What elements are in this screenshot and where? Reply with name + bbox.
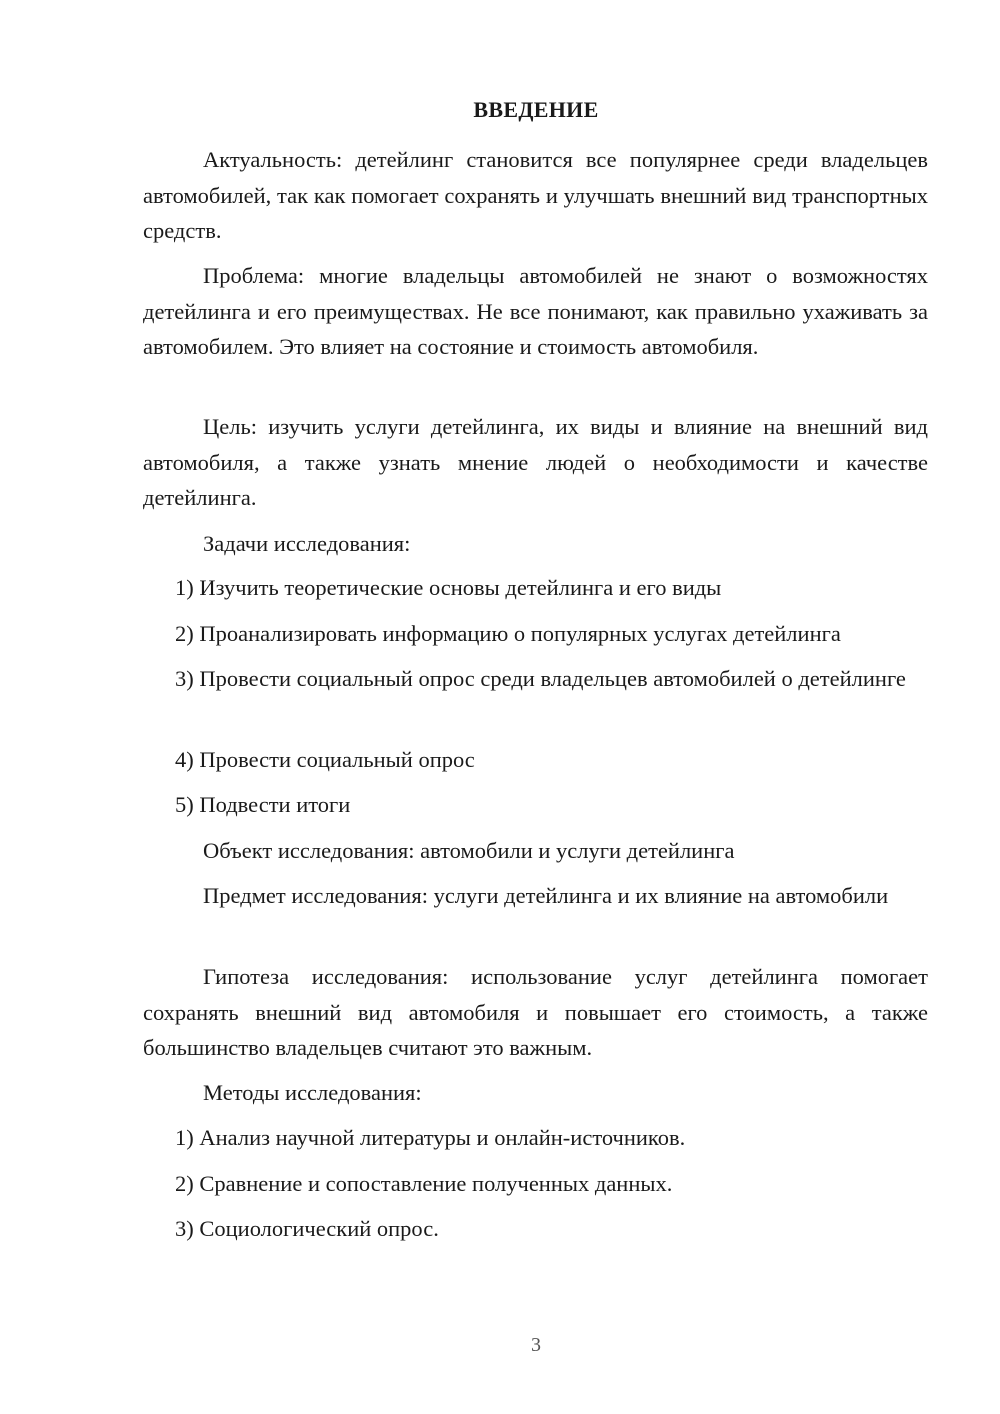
task-item-2: 2) Проанализировать информацию о популярных услугах детейлинга	[175, 621, 841, 646]
page-number: 3	[531, 1334, 541, 1356]
task-item-3: 3) Провести социальный опрос среди владельцев автомобилей о детейлинге	[175, 666, 906, 691]
method-item-3: 3) Социологический опрос.	[175, 1216, 439, 1241]
problem-paragraph: Проблема: многие владельцы автомобилей не знают о возможностях детейлинга и его преимуществах. Не все понимают, как правильно ухаживать за автомобилем. Это влияет на состояние и стоимость автомобиля.	[143, 263, 928, 359]
object-paragraph: Объект исследования: автомобили и услуги детейлинга	[203, 838, 735, 863]
method-item-2: 2) Сравнение и сопоставление полученных данных.	[175, 1171, 673, 1196]
hypothesis-paragraph: Гипотеза исследования: использование услуг детейлинга помогает сохранять внешний вид автомобиля и повышает его стоимость, а также большинство владельцев считают это важным.	[143, 964, 928, 1060]
subject-paragraph: Предмет исследования: услуги детейлинга и их влияние на автомобили	[203, 883, 889, 908]
relevance-paragraph: Актуальность: детейлинг становится все популярнее среди владельцев автомобилей, так как помогает сохранять и улучшать внешний вид транспортных средств.	[143, 147, 928, 243]
task-item-5: 5) Подвести итоги	[175, 792, 351, 817]
task-item-1: 1) Изучить теоретические основы детейлинга и его виды	[175, 575, 722, 600]
tasks-title: Задачи исследования:	[203, 531, 411, 556]
methods-title: Методы исследования:	[203, 1080, 422, 1105]
page-title: ВВЕДЕНИЕ	[473, 97, 599, 122]
goal-paragraph: Цель: изучить услуги детейлинга, их виды и влияние на внешний вид автомобиля, а также узнать мнение людей о необходимости и качестве детейлинга.	[143, 414, 928, 510]
method-item-1: 1) Анализ научной литературы и онлайн-источников.	[175, 1125, 686, 1150]
task-item-4: 4) Провести социальный опрос	[175, 747, 475, 772]
